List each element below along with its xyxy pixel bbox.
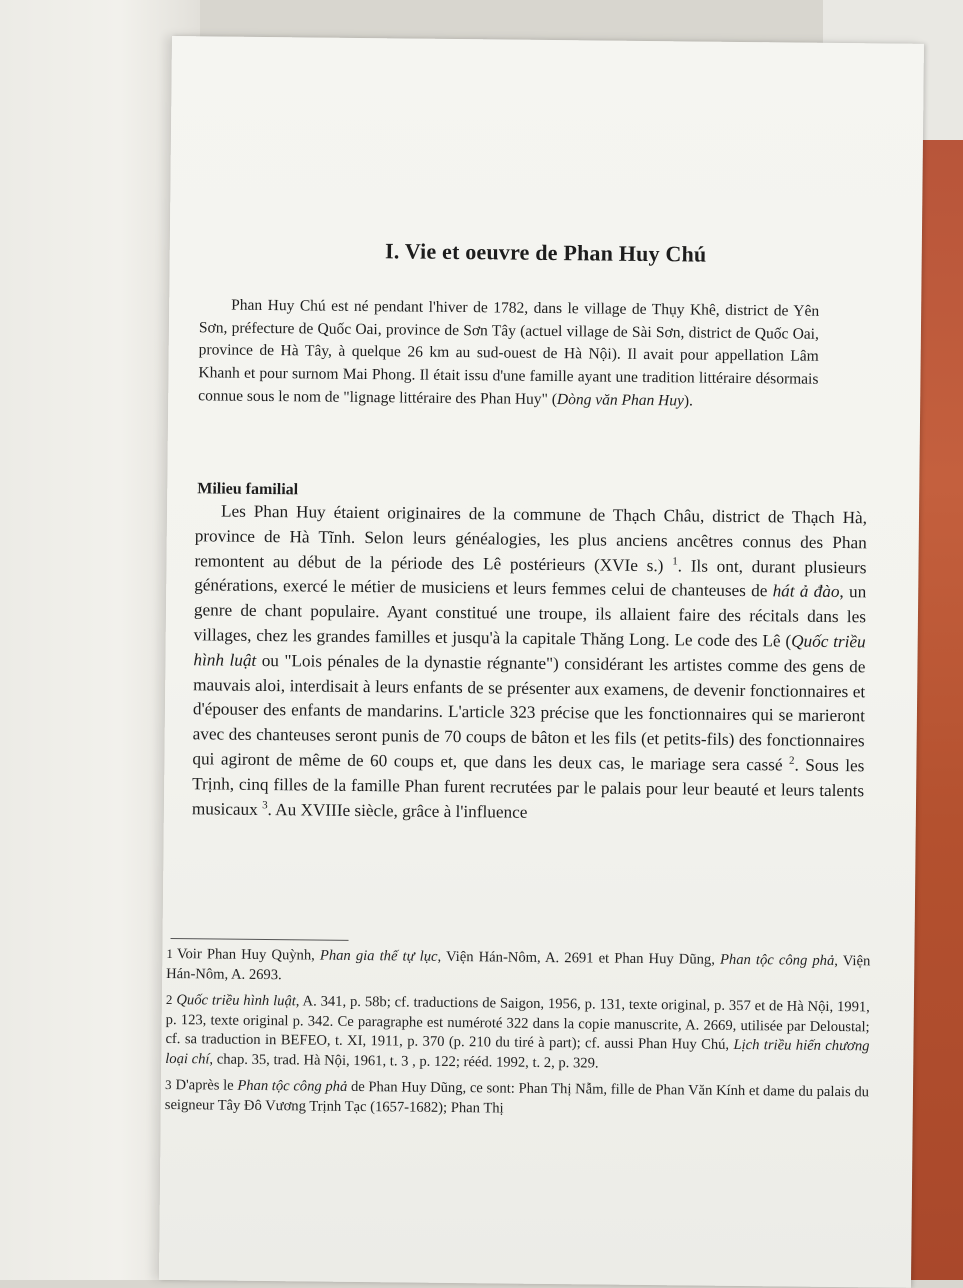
footnote-divider [171,938,349,941]
chapter-title: I. Vie et oeuvre de Phan Huy Chú [384,238,707,267]
section-body [192,499,867,828]
footnote-ref-3: 3 [262,798,268,811]
section-paragraph: Les Phan Huy étaient originaires de la commune de Thạch Châu, district de Thạch Hà, province de Hà Tĩnh. Selon leurs généalogies, les plus anciens ancêtres connus des Phan remontent au début de la période des Lê postérieurs (XVIe s.) $^1$. Ils ont, durant plusieurs générations, exercé le métier de musiciens et leurs femmes celui de chanteuses de hát ả đào, un genre de chant populaire. Ayant constitué une troupe, ils allaient faire des récitals dans les villages, chez les grandes familles et jusqu'à la capitale Thăng Long. Le code des Lê (Quốc triều hình luật ou "Lois pénales de la dynastie régnante") considérant les artistes comme des gens de mauvais aloi, interdisait à leurs enfants de se présenter aux examens, de devenir fonctionnaires et d'épouser des enfants de mandarins. L'article 323 précise que les fonctionnaires qui se marieront avec des chanteuses seront punis de 70 coups de bâton et les fils (et petits-fils) des fonctionnaires qui agiront de même de 60 coups et, que dans les deux cas, le mariage sera cassé $^2$. Sous les Trịnh, cinq filles de la famille Phan furent recrutées par le palais pour leur beauté et leurs talents musicaux $^3$. Au XVIIIe siècle, grâce à l'influence [191,501,868,822]
page-content [159,36,924,1288]
intro-text: Phan Huy Chú est né pendant l'hiver de 1782, dans le village de Thụy Khê, district de Yên Sơn, préfecture de Quốc Oai, province de Sơn Tây (actuel village de Sài Sơn, district de Quốc Oai, province de Hà Tây, à quelque 26 km au sud-ouest de Hà Nội). Il avait pour appellation Lâm Khanh et pour surnom Mai Phong. Il était issu d'une famille ayant une tradition littéraire désormais connue sous le nom de "lignage littéraire des Phan Huy" (Dòng văn Phan Huy). [198,296,820,410]
footnote-2: 2 Quốc triều hình luật, A. 341, p. 58b; cf. traductions de Saigon, 1956, p. 131, texte original, p. 357 et de Hà Nội, 1991, p. 123, texte original p. 342. Ce paragraphe est numéroté 322 dans la copie manuscrite, A. 2669, utilisée par Deloustal; cf. sa traduction in BEFEO, t. XI, 1911, p. 370 (p. 210 du tiré à part); cf. aussi Phan Huy Chú, Lịch triều hiến chương loại chí, chap. 35, trad. Hà Nội, 1961, t. 3 , p. 122; rééd. 1992, t. 2, p. 329. [165,991,870,1072]
footnote-3: 3 D'après le Phan tộc công phả de Phan Huy Dũng, ce sont: Phan Thị Nẫm, fille de Phan Văn Kính et dame du palais du seigneur Tây Đô Vương Trịnh Tạc (1657-1682); Phan Thị [164,1076,870,1117]
footnote-ref-1: 1 [672,555,678,568]
footnote-ref-2: 2 [789,754,795,767]
section-heading: Milieu familial [197,480,299,499]
footnotes [165,944,871,1128]
book-page [159,36,924,1288]
footnote-1: 1 Voir Phan Huy Quỳnh, Phan gia thế tự lục, Viện Hán-Nôm, A. 2691 et Phan Huy Dũng, Phan tộc công phả, Viện Hán-Nôm, A. 2693. [166,945,871,983]
intro-paragraph [198,294,819,414]
